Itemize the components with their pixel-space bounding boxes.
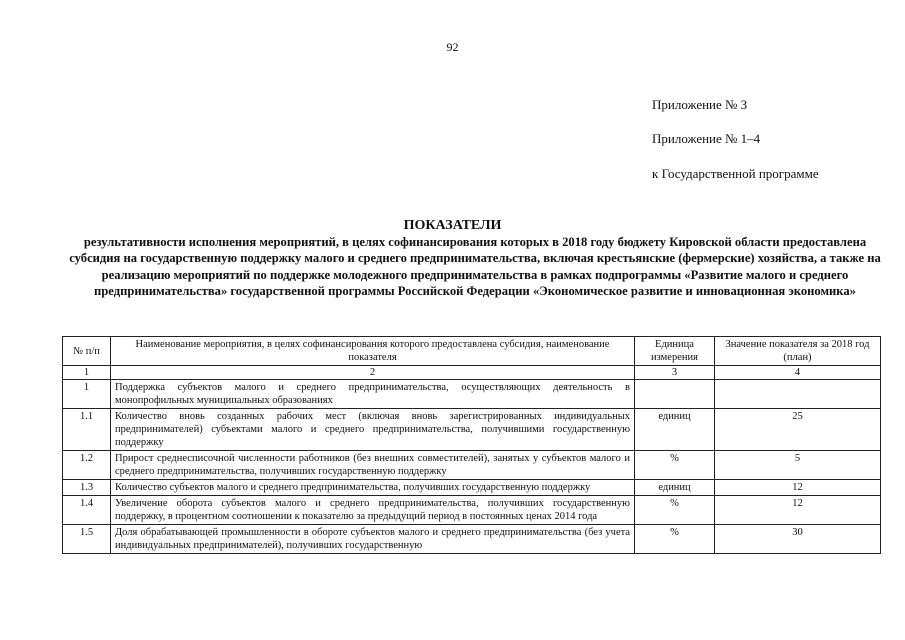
row-value xyxy=(715,380,881,409)
appendix-line-1: Приложение № 3 xyxy=(652,97,748,112)
row-unit xyxy=(635,380,715,409)
row-number: 1.2 xyxy=(63,451,111,480)
row-value: 5 xyxy=(715,451,881,480)
appendix-line-2: Приложение № 1–4 xyxy=(652,131,761,146)
table-row xyxy=(63,451,881,480)
document-title: ПОКАЗАТЕЛИ xyxy=(403,218,502,233)
row-name: Количество вновь созданных рабочих мест (включая вновь зарегистрированных индивидуальных предпринимателей) субъектами малого и среднего предпринимательства, получившими государственную поддержку xyxy=(111,409,635,451)
column-number: 2 xyxy=(111,366,635,380)
row-name: Доля обрабатывающей промышленности в обороте субъектов малого и среднего предпринимательства (без учета индивидуальных предпринимателей), получивших государственную xyxy=(111,525,635,554)
row-value: 12 xyxy=(715,496,881,525)
row-number: 1 xyxy=(63,380,111,409)
header-name: Наименование мероприятия, в целях софинансирования которого предоставлена субсидия, наименование показателя xyxy=(111,337,635,366)
table-row xyxy=(63,525,881,554)
table-header-row xyxy=(63,337,881,366)
row-number: 1.5 xyxy=(63,525,111,554)
row-value: 25 xyxy=(715,409,881,451)
header-unit: Единица измерения xyxy=(635,337,715,366)
column-number: 1 xyxy=(63,366,111,380)
row-number: 1.3 xyxy=(63,480,111,496)
table-row xyxy=(63,409,881,451)
row-unit: единиц xyxy=(635,409,715,451)
table-row xyxy=(63,380,881,409)
page-number: 92 xyxy=(446,40,459,54)
row-name: Прирост среднесписочной численности работников (без внешних совместителей), занятых у субъектов малого и среднего предпринимательства, получивших государственную поддержку xyxy=(111,451,635,480)
appendix-line-3: к Государственной программе xyxy=(652,166,819,181)
table-row xyxy=(63,480,881,496)
row-number: 1.4 xyxy=(63,496,111,525)
row-name: Поддержка субъектов малого и среднего предпринимательства, осуществляющих деятельность в монопрофильных муниципальных образованиях xyxy=(111,380,635,409)
column-number: 3 xyxy=(635,366,715,380)
column-numbers-row xyxy=(63,366,881,380)
header-value: Значение показателя за 2018 год (план) xyxy=(715,337,881,366)
indicators-table xyxy=(62,336,881,554)
document-subtitle: результативности исполнения мероприятий, в целях софинансирования которых в 2018 году бюджету Кировской области предоставлена субсидия на государственную поддержку малого и среднего предпринимательства, включая крестьянские (фермерские) хозяйства, а также на реализацию мероприятий по поддержке молодежного предпринимательства в рамках подпрограммы «Развитие малого и среднего предпринимательства» государственной программы Российской Федерации «Экономическое развитие и инновационная экономика» xyxy=(69,235,881,298)
row-name: Увеличение оборота субъектов малого и среднего предпринимательства, получивших государственную поддержку, в процентном соотношении к показателю за предыдущий период в постоянных ценах 2014 года xyxy=(111,496,635,525)
row-value: 12 xyxy=(715,480,881,496)
row-unit: % xyxy=(635,525,715,554)
row-value: 30 xyxy=(715,525,881,554)
column-number: 4 xyxy=(715,366,881,380)
row-unit: единиц xyxy=(635,480,715,496)
row-name: Количество субъектов малого и среднего предпринимательства, получивших государственную поддержку xyxy=(111,480,635,496)
row-number: 1.1 xyxy=(63,409,111,451)
table-row xyxy=(63,496,881,525)
row-unit: % xyxy=(635,451,715,480)
row-unit: % xyxy=(635,496,715,525)
header-num: № п/п xyxy=(63,337,111,366)
